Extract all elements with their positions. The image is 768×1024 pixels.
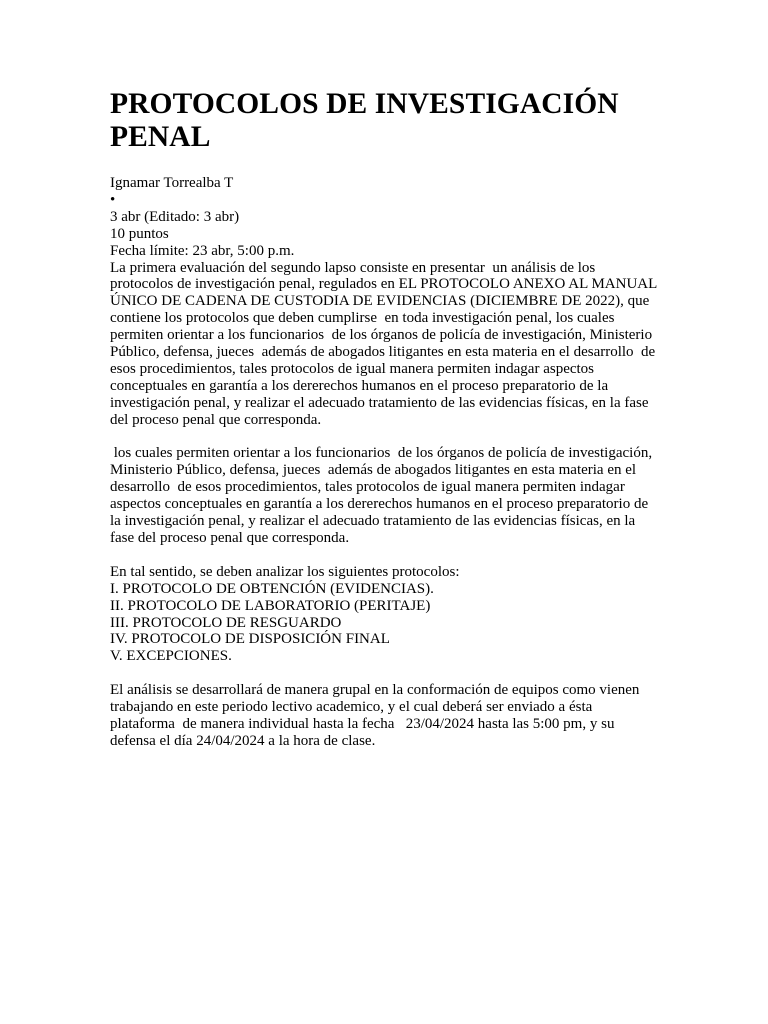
- assignment-meta: [110, 175, 660, 260]
- posted-date: 3 abr (Editado: 3 abr): [110, 208, 240, 225]
- document-title: PROTOCOLOS DE INVESTIGACIÓN PENAL: [110, 88, 619, 153]
- protocol-list: [110, 581, 660, 666]
- instructions-paragraph-2: los cuales permiten orientar a los funcionarios de los órganos de policía de investigación, Ministerio Público, defensa, jueces además de abogados litigantes en esta materia en el desarrollo de esos procedimientos, tales protocolos de igual manera permiten indagar aspectos conceptuales en garantía a los dererechos humanos en el proceso preparatorio de la investigación penal, y realizar el adecuado tratamiento de las evidencias físicas, en la fase del proceso penal que corresponda.: [110, 445, 656, 547]
- protocol-item: I. PROTOCOLO DE OBTENCIÓN (EVIDENCIAS).: [110, 580, 434, 597]
- protocol-item: II. PROTOCOLO DE LABORATORIO (PERITAJE): [110, 597, 431, 614]
- submission-instructions: El análisis se desarrollará de manera grupal en la conformación de equipos como vienen trabajando en este periodo lectivo academico, y el cual deberá ser enviado a ésta plataforma de manera individual hasta la fecha 23/04/2024 hasta las 5:00 pm, y su defensa el día 24/04/2024 a la hora de clase.: [110, 682, 644, 749]
- author-name: Ignamar Torrealba T: [110, 175, 234, 191]
- instructions-paragraph-1: La primera evaluación del segundo lapso consiste en presentar un análisis de los protocolos de investigación penal, regulados en EL PROTOCOLO ANEXO AL MANUAL ÚNICO DE CADENA DE CUSTODIA DE EVIDENCIAS (DICIEMBRE DE 2022), que contiene los protocolos que deben cumplirse en toda investigación penal, los cuales permiten orientar a los funcionarios de los órganos de policía de investigación, Ministerio Público, defensa, jueces además de abogados litigantes en esta materia en el desarrollo de esos procedimientos, tales protocolos de igual manera permiten indagar aspectos conceptuales en garantía a los dererechos humanos en el proceso preparatorio de la investigación penal, y realizar el adecuado tratamiento de las evidencias físicas, en la fase del proceso penal que corresponda.: [110, 259, 661, 428]
- bullet-separator: •: [110, 191, 116, 208]
- document-page: [110, 88, 660, 750]
- protocol-item: IV. PROTOCOLO DE DISPOSICIÓN FINAL: [110, 631, 390, 648]
- protocol-list-intro: En tal sentido, se deben analizar los siguientes protocolos:: [110, 563, 460, 580]
- paragraph-gap: [110, 665, 660, 682]
- deadline: Fecha límite: 23 abr, 5:00 p.m.: [110, 242, 295, 259]
- points-value: 10 puntos: [110, 225, 169, 242]
- paragraph-gap: [110, 429, 660, 446]
- protocol-item: V. EXCEPCIONES.: [110, 648, 232, 665]
- paragraph-gap: [110, 547, 660, 564]
- protocol-item: III. PROTOCOLO DE RESGUARDO: [110, 614, 342, 631]
